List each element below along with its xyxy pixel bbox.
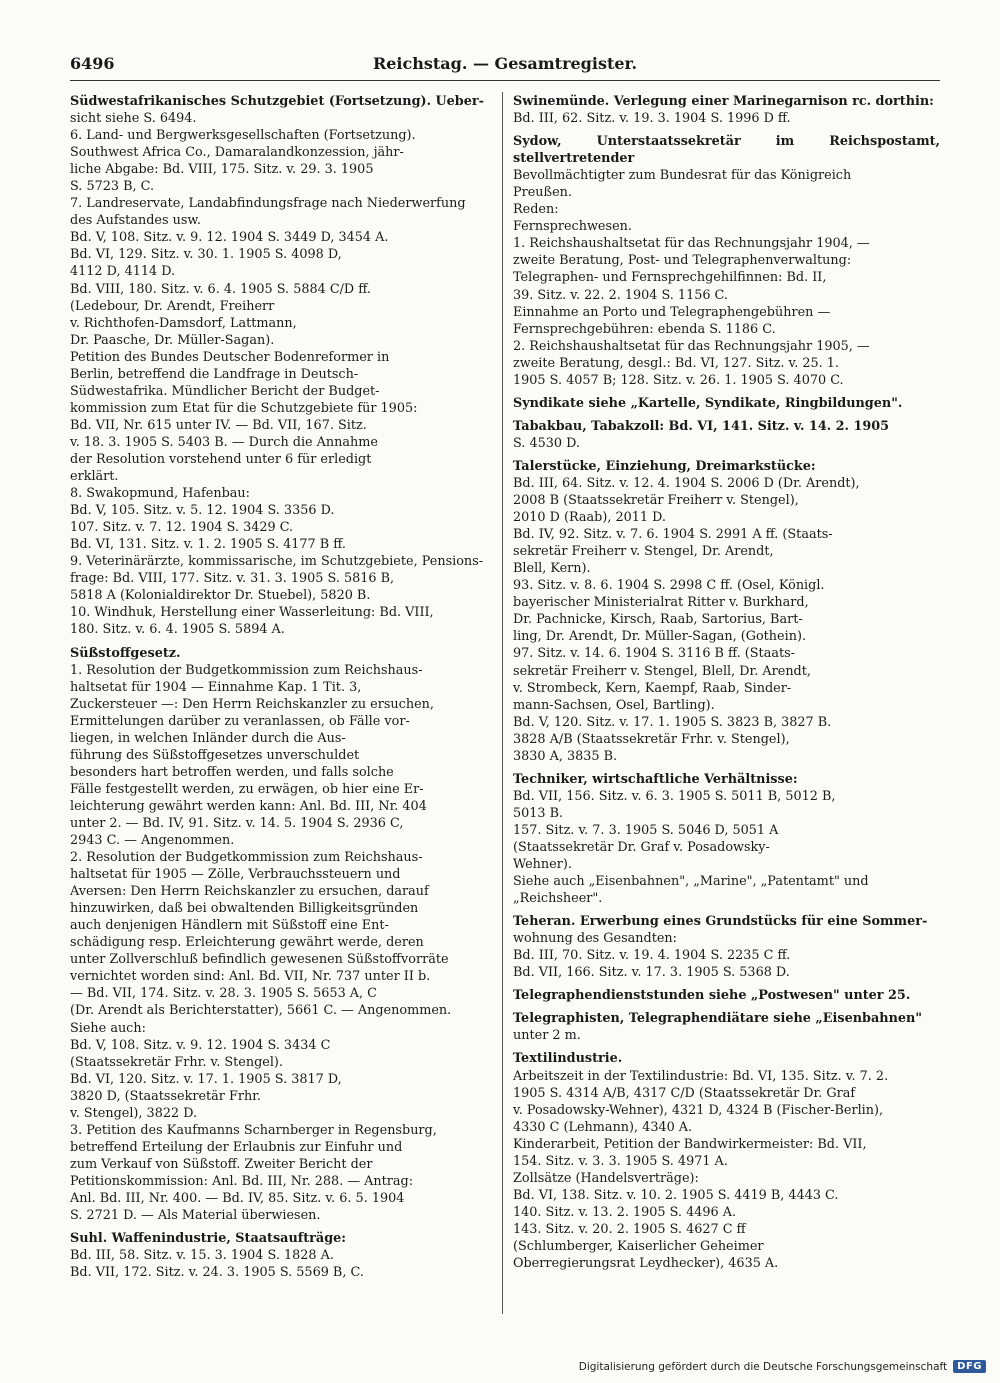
text-line: Bevollmächtigter zum Bundesrat für das Königreich [513,168,852,184]
text-line: Arbeitszeit in der Textilindustrie: Bd. VI, 135. Sitz. v. 7. 2. [513,1068,889,1084]
text-line: Siehe auch „Eisenbahnen", „Marine", „Patentamt" und [513,874,869,890]
text-line: (Staatssekretär Frhr. v. Stengel). [70,1054,283,1070]
text-line: Bd. VI, 138. Sitz. v. 10. 2. 1905 S. 4419 B, 4443 C. [513,1187,839,1203]
text-line: 5818 A (Kolonialdirektor Dr. Stuebel), 5820 B. [70,588,371,604]
text-line: 1. Resolution der Budgetkommission zum Reichshaus- [70,662,423,678]
footer-text: Digitalisierung gefördert durch die Deutsche Forschungsgemeinschaft [578,1360,948,1373]
text-line: Bd. VI, 120. Sitz. v. 17. 1. 1905 S. 3817 D, [70,1071,342,1087]
text-line: führung des Süßstoffgesetzes unverschuldet [70,747,360,763]
text-line: zum Verkauf von Süßstoff. Zweiter Bericht der [70,1156,373,1172]
text-line: Wehner). [513,857,572,873]
text-line: (Ledebour, Dr. Arendt, Freiherr [70,298,275,314]
entry-heading-line: Telegraphendienststunden siehe „Postwesen" unter 25. [513,988,911,1004]
text-line: Preußen. [513,185,572,201]
text-line: 3820 D, (Staatssekretär Frhr. [70,1088,262,1104]
text-line: (Dr. Arendt als Berichterstatter), 5661 C. — Angenommen. [70,1003,452,1019]
text-line: ling, Dr. Arendt, Dr. Müller-Sagan, (Gothein). [513,629,807,645]
text-line: 97. Sitz. v. 14. 6. 1904 S. 3116 B ff. (Staats- [513,646,795,662]
text-line: Blell, Kern). [513,561,591,577]
text-line: Bd. VI, 129. Sitz. v. 30. 1. 1905 S. 4098 D, [70,247,342,263]
text-line: Bd. V, 105. Sitz. v. 5. 12. 1904 S. 3356 D. [70,503,335,519]
text-line: Bd. IV, 92. Sitz. v. 7. 6. 1904 S. 2991 A ff. (Staats- [513,527,833,543]
text-line: Oberregierungsrat Leydhecker), 4635 A. [513,1256,779,1272]
text-line: hinzuwirken, daß bei obwaltenden Billigkeitsgründen [70,901,419,917]
text-line: erklärt. [70,469,119,485]
text-line: Zollsätze (Handelsverträge): [513,1170,699,1186]
text-line: zweite Beratung, Post- und Telegraphenverwaltung: [513,253,852,269]
text-line: besonders hart betroffen werden, und falls solche [70,764,394,780]
text-line: 6. Land- und Bergwerksgesellschaften (Fortsetzung). [70,128,416,144]
text-line: Bd. VI, 131. Sitz. v. 1. 2. 1905 S. 4177 B ff. [70,537,346,553]
text-line: — Bd. VII, 174. Sitz. v. 28. 3. 1905 S. 5653 A, C [70,986,377,1002]
text-line: 7. Landreservate, Landabfindungsfrage nach Niederwerfung [70,196,466,212]
entry-heading-line: Syndikate siehe „Kartelle, Syndikate, Ringbildungen". [513,395,903,411]
entry-heading-line: Tabakbau, Tabakzoll: Bd. VI, 141. Sitz. v. 14. 2. 1905 [513,418,890,434]
text-line: v. Posadowsky-Wehner), 4321 D, 4324 B (Fischer-Berlin), [513,1102,884,1118]
text-line: bayerischer Ministerialrat Ritter v. Burkhard, [513,595,809,611]
text-line: 5013 B. [513,805,564,821]
text-line: 2008 B (Staatssekretär Freiherr v. Stengel), [513,493,799,509]
text-line: Bd. VII, 156. Sitz. v. 6. 3. 1905 S. 5011 B, 5012 B, [513,788,836,804]
text-line: haltsetat für 1904 — Einnahme Kap. 1 Tit. 3, [70,679,362,695]
text-line: schädigung resp. Erleichterung gewährt werde, deren [70,935,424,951]
text-line: v. Strombeck, Kern, Kaempf, Raab, Sinder- [513,680,792,696]
entry-heading-line: Techniker, wirtschaftliche Verhältnisse: [513,771,798,787]
text-line: Bd. V, 108. Sitz. v. 9. 12. 1904 S. 3449 D, 3454 A. [70,230,389,246]
text-line: 3828 A/B (Staatssekretär Frhr. v. Stengel), [513,731,790,747]
page-header [70,52,940,81]
text-line: sekretär Freiherr v. Stengel, Dr. Arendt, [513,544,774,560]
text-line: Fälle festgestellt werden, zu erwägen, ob hier eine Er- [70,781,424,797]
text-line: v. Richthofen-Damsdorf, Lattmann, [70,315,297,331]
text-line: wohnung des Gesandten: [513,931,677,947]
text-line: Petitionskommission: Anl. Bd. III, Nr. 288. — Antrag: [70,1173,414,1189]
text-line: Fernsprechwesen. [513,219,632,235]
text-line: 4330 C (Lehmann), 4340 A. [513,1119,693,1135]
text-line: liegen, in welchen Inländer durch die Aus- [70,730,346,746]
text-line: Fernsprechgebühren: ebenda S. 1186 C. [513,321,776,337]
text-line: haltsetat für 1905 — Zölle, Verbrauchssteuern und [70,867,401,883]
text-line: des Aufstandes usw. [70,213,201,229]
text-line: leichterung gewährt werden kann: Anl. Bd. III, Nr. 404 [70,798,427,814]
text-line: 1905 S. 4057 B; 128. Sitz. v. 26. 1. 1905 S. 4070 C. [513,372,844,388]
text-line: Anl. Bd. III, Nr. 400. — Bd. IV, 85. Sitz. v. 6. 5. 1904 [70,1191,405,1206]
entry-heading-line: Sydow, Unterstaatssekretär im Reichspostamt, stellvertretender [513,134,940,167]
text-line: 9. Veterinärärzte, kommissarische, im Schutzgebiete, Pensions- [70,554,484,570]
entry-heading-line: Suhl. Waffenindustrie, Staatsaufträge: [70,1231,347,1247]
text-line: Bd. V, 108. Sitz. v. 9. 12. 1904 S. 3434 C [70,1037,331,1053]
text-line: 2943 C. — Angenommen. [70,833,235,849]
text-line: 180. Sitz. v. 6. 4. 1905 S. 5894 A. [70,622,285,638]
text-line: unter 2. — Bd. IV, 91. Sitz. v. 14. 5. 1904 S. 2936 C, [70,815,404,831]
text-line: (Schlumberger, Kaiserlicher Geheimer [513,1239,764,1254]
text-line: Bd. VIII, 180. Sitz. v. 6. 4. 1905 S. 5884 C/D ff. [70,281,371,297]
text-line: Aversen: Den Herrn Reichskanzler zu ersuchen, darauf [70,884,429,900]
text-line: S. 4530 D. [513,435,580,451]
text-line: Dr. Pachnicke, Kirsch, Raab, Sartorius, Bart- [513,612,803,628]
entry-heading-line: Telegraphisten, Telegraphendiätare siehe „Eisenbahnen" [513,1011,922,1027]
text-line: Bd. VII, 172. Sitz. v. 24. 3. 1905 S. 5569 B, C. [70,1265,364,1281]
text-line: zweite Beratung, desgl.: Bd. VI, 127. Sitz. v. 25. 1. [513,355,839,371]
left-column [70,93,492,1281]
text-line: 3. Petition des Kaufmanns Scharnberger in Regensburg, [70,1122,437,1138]
text-line: liche Abgabe: Bd. VIII, 175. Sitz. v. 29. 3. 1905 [70,162,374,178]
text-line: auch denjenigen Händlern mit Süßstoff eine Ent- [70,918,389,934]
text-line: Südwestafrika. Mündlicher Bericht der Budget- [70,383,380,399]
text-line: Siehe auch: [70,1020,146,1036]
text-line: sekretär Freiherr v. Stengel, Blell, Dr. Arendt, [513,663,811,679]
text-line: Petition des Bundes Deutscher Bodenreformer in [70,349,390,365]
text-line: v. 18. 3. 1905 S. 5403 B. — Durch die Annahme [70,434,378,450]
text-line: Bd. III, 58. Sitz. v. 15. 3. 1904 S. 1828 A. [70,1248,334,1264]
page-title: Reichstag. — Gesamtregister. [372,54,638,73]
text-line: 154. Sitz. v. 3. 3. 1905 S. 4971 A. [513,1153,728,1169]
text-line: 2010 D (Raab), 2011 D. [513,510,666,526]
text-line: betreffend Erteilung der Erlaubnis zur Einfuhr und [70,1139,403,1155]
text-line: Zuckersteuer —: Den Herrn Reichskanzler zu ersuchen, [70,696,434,712]
column-divider [502,92,503,1314]
text-line: 39. Sitz. v. 22. 2. 1904 S. 1156 C. [513,287,728,303]
text-line: 157. Sitz. v. 7. 3. 1905 S. 5046 D, 5051 A [513,822,779,838]
text-line: S. 2721 D. — Als Material überwiesen. [70,1208,321,1224]
text-line: Telegraphen- und Fernsprechgehilfinnen: Bd. II, [513,270,827,286]
text-line: 143. Sitz. v. 20. 2. 1905 S. 4627 C ff [513,1221,746,1237]
text-line: 3830 A, 3835 B. [513,748,618,764]
text-line: Bd. VII, 166. Sitz. v. 17. 3. 1905 S. 5368 D. [513,965,790,981]
text-line: 2. Reichshaushaltsetat für das Rechnungsjahr 1905, — [513,338,870,354]
text-line: kommission zum Etat für die Schutzgebiete für 1905: [70,400,418,416]
text-line: vernichtet worden sind: Anl. Bd. VII, Nr. 737 unter II b. [70,969,431,985]
entry-heading-line: Swinemünde. Verlegung einer Marinegarnison rc. dorthin: [513,94,934,109]
text-line: 107. Sitz. v. 7. 12. 1904 S. 3429 C. [70,520,294,536]
text-line: sicht siehe S. 6494. [70,111,197,127]
text-line: Dr. Paasche, Dr. Müller-Sagan). [70,332,275,348]
text-line: 140. Sitz. v. 13. 2. 1905 S. 4496 A. [513,1204,737,1220]
entry-heading-line: Süßstoffgesetz. [70,645,181,661]
text-line: Bd. III, 62. Sitz. v. 19. 3. 1904 S. 1996 D ff. [513,111,791,127]
text-line: 10. Windhuk, Herstellung einer Wasserleitung: Bd. VIII, [70,605,434,621]
text-line: 1. Reichshaushaltsetat für das Rechnungsjahr 1904, — [513,236,870,252]
text-line: v. Stengel), 3822 D. [70,1105,198,1121]
text-line: Kinderarbeit, Petition der Bandwirkermeister: Bd. VII, [513,1136,867,1152]
entry-heading-line: Teheran. Erwerbung eines Grundstücks für eine Sommer- [513,914,928,930]
text-line: Bd. VII, Nr. 615 unter IV. — Bd. VII, 167. Sitz. [70,417,367,433]
text-line: (Staatssekretär Dr. Graf v. Posadowsky- [513,839,770,855]
text-line: 8. Swakopmund, Hafenbau: [70,486,250,502]
footer [579,1360,986,1373]
text-line: „Reichsheer". [513,891,603,907]
entry-heading-line: Textilindustrie. [513,1051,623,1067]
dfg-logo: DFG [953,1360,986,1373]
entry-heading-line: Südwestafrikanisches Schutzgebiet (Fortsetzung). Ueber- [70,94,484,109]
text-line: Bd. III, 64. Sitz. v. 12. 4. 1904 S. 2006 D (Dr. Arendt), [513,475,860,491]
text-line: Southwest Africa Co., Damaralandkonzession, jähr- [70,145,404,161]
text-line: 1905 S. 4314 A/B, 4317 C/D (Staatssekretär Dr. Graf [513,1085,856,1101]
text-line: der Resolution vorstehend unter 6 für erledigt [70,451,372,467]
text-line: mann-Sachsen, Osel, Bartling). [513,697,715,713]
text-line: Bd. V, 120. Sitz. v. 17. 1. 1905 S. 3823 B, 3827 B. [513,714,832,730]
text-line: Bd. III, 70. Sitz. v. 19. 4. 1904 S. 2235 C ff. [513,948,791,964]
text-line: unter 2 m. [513,1028,581,1044]
text-line: unter Zollverschluß befindlich gewesenen Süßstoffvorräte [70,952,449,968]
text-line: Berlin, betreffend die Landfrage in Deutsch- [70,366,359,382]
text-line: 93. Sitz. v. 8. 6. 1904 S. 2998 C ff. (Osel, Königl. [513,578,825,594]
page-number: 6496 [70,54,115,73]
text-line: 4112 D, 4114 D. [70,264,176,280]
text-line: frage: Bd. VIII, 177. Sitz. v. 31. 3. 1905 S. 5816 B, [70,571,395,587]
text-line: 2. Resolution der Budgetkommission zum Reichshaus- [70,850,423,866]
text-line: Ermittelungen darüber zu veranlassen, ob Fälle vor- [70,713,410,729]
text-line: Reden: [513,202,559,218]
text-line: Einnahme an Porto und Telegraphengebühren — [513,304,831,320]
entry-heading-line: Talerstücke, Einziehung, Dreimarkstücke: [513,458,816,474]
text-line: S. 5723 B, C. [70,179,155,195]
right-column [513,93,940,1272]
